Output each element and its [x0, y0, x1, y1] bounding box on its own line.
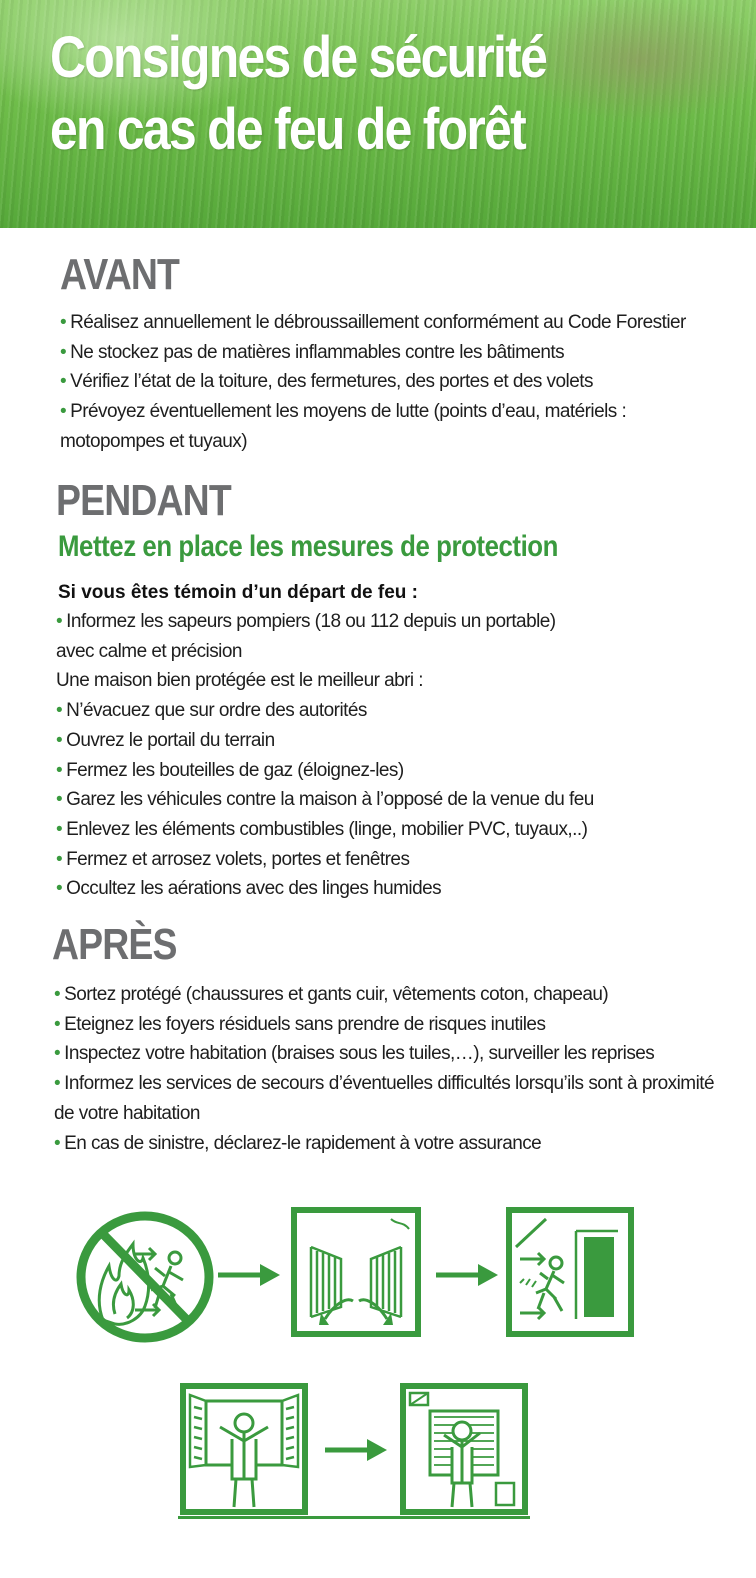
list-item: • En cas de sinistre, déclarez-le rapidement à votre assurance [54, 1132, 542, 1154]
title-line-1: Consignes de sécurité [50, 25, 547, 90]
apres-list [54, 980, 714, 1158]
list-item: • Vérifiez l’état de la toiture, des fermetures, des portes et des volets [60, 371, 593, 393]
section-heading-apres: APRÈS [52, 920, 177, 969]
no-fleeing-fire-icon [75, 1210, 215, 1344]
enter-house-icon [506, 1207, 634, 1337]
list-item: • Sortez protégé (chaussures et gants cuir, vêtements coton, chapeau) [54, 984, 609, 1005]
list-item: • N’évacuez que sur ordre des autorités [56, 700, 367, 722]
list-item: • Ouvrez le portail du terrain [56, 729, 275, 751]
pendant-subheading: Mettez en place les mesures de protection [58, 530, 558, 563]
list-item: • Réalisez annuellement le débroussaillement conformément au Code Forestier [60, 312, 686, 333]
list-item: • Eteignez les foyers résiduels sans prendre de risques inutiles [54, 1013, 546, 1035]
section-heading-pendant: PENDANT [56, 476, 231, 525]
list-item: • Ne stockez pas de matières inflammables contre les bâtiments [60, 341, 565, 363]
arrow-right-icon [436, 1262, 500, 1288]
list-intro: Une maison bien protégée est le meilleur abri : [56, 670, 424, 692]
avant-list [60, 308, 686, 457]
arrow-right-icon [325, 1437, 389, 1463]
list-item: • Enlevez les éléments combustibles (linge, mobilier PVC, tuyaux,..) [56, 818, 588, 840]
page-title [50, 22, 546, 166]
list-item-continuation: avec calme et précision [56, 640, 242, 662]
close-shutters-icon [180, 1383, 308, 1515]
list-item-continuation: motopompes et tuyaux) [60, 430, 247, 452]
list-item: • Prévoyez éventuellement les moyens de lutte (points d’eau, matériels : [60, 401, 627, 423]
list-item: • Informez les sapeurs pompiers (18 ou 112 depuis un portable) [56, 611, 556, 632]
open-gate-icon [291, 1207, 421, 1337]
arrow-right-icon [218, 1262, 282, 1288]
list-item: • Garez les véhicules contre la maison à l’opposé de la venue du feu [56, 789, 594, 811]
section-heading-avant: AVANT [60, 250, 180, 299]
title-line-2: en cas de feu de forêt [50, 97, 525, 162]
list-item: • Fermez les bouteilles de gaz (éloignez-les) [56, 759, 404, 781]
cover-window-icon [400, 1383, 528, 1515]
list-item: • Informez les services de secours d’éventuelles difficultés lorsqu’ils sont à proximité de votre habitation [54, 1073, 714, 1124]
list-item: • Occultez les aérations avec des linges humides [56, 878, 442, 900]
pendant-list [56, 607, 594, 904]
pendant-witness-line: Si vous êtes témoin d’un départ de feu : [58, 582, 418, 603]
header-banner [0, 0, 756, 228]
list-item: • Inspectez votre habitation (braises sous les tuiles,…), surveiller les reprises [54, 1043, 655, 1065]
pictogram-baseline [178, 1516, 530, 1519]
list-item: • Fermez et arrosez volets, portes et fenêtres [56, 848, 410, 870]
